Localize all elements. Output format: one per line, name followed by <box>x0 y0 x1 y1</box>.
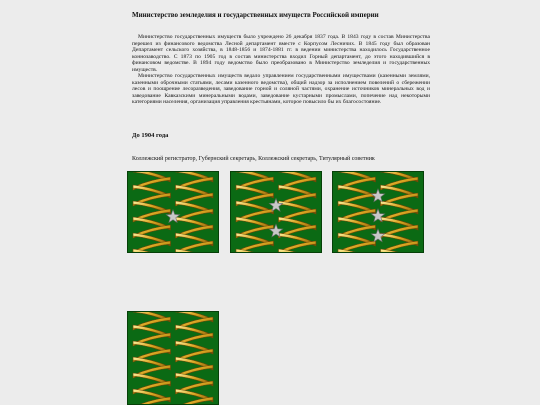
braid-segment <box>279 249 317 252</box>
page-title: Министерство земледелия и государственных имуществ Российской империи <box>132 11 379 19</box>
epaulet-titular-councillor <box>127 311 219 405</box>
epaulet-provincial-secretary <box>230 171 322 253</box>
epaulet-graphic <box>128 172 218 252</box>
rank-star-icon <box>371 189 384 202</box>
epaulet-collegiate-secretary <box>332 171 424 253</box>
braid-segment <box>176 249 214 252</box>
paragraph-1: Министерство государственных имуществ было учреждено 26 декабря 1837 года. В 1843 году в состав Министерства перешел из финансового ведомства Лесной департамент вместе с Корпусом Лесничих. В 1845 году был образован Департамент сельского хозяйства, в 1848-1856 и 1874-1881 гг. в ведении министерства находилось Государственное коннозаводство. С 1873 по 1905 год в состав министерства входил Горный департамент, до этого находившийся в финансовом ведомстве. В 1894 году ведомство было преобразовано в Министерство земледелия и государственных имуществ. <box>132 34 430 73</box>
braid-segment <box>381 249 419 252</box>
section-heading: До 1904 года <box>132 132 169 139</box>
epaulet-graphic <box>128 312 218 404</box>
epaulet-graphic <box>231 172 321 252</box>
braid-segment <box>176 397 214 404</box>
braid-segment <box>133 397 171 404</box>
epaulets-caption: Коллежский регистратор, Губернский секретарь, Коллежский секретарь, Титулярный советник <box>132 156 375 162</box>
braid-segment <box>338 249 376 252</box>
article-body <box>132 34 430 106</box>
paragraph-2: Министерство государственных имуществ ведало управлением государственными имуществами (казенными землями, казенными оброчными статьями, лесами казенного ведомства), общий надзор за исполнением повелений о сбережении лесов и поощрение лесоразведения, заведование горной и соляной частями, охранение источников минеральных вод и заведование Кавказскими минеральными водами, заведование кустарными промыслами, попечение над некоторыми категориями населения, организация управления крестьянами, которое повысило бы их благосостояние. <box>132 73 430 105</box>
rank-star-icon <box>371 229 384 242</box>
braid-segment <box>236 249 274 252</box>
epaulet-graphic <box>333 172 423 252</box>
epaulet-collegiate-registrar <box>127 171 219 253</box>
braid-segment <box>133 249 171 252</box>
